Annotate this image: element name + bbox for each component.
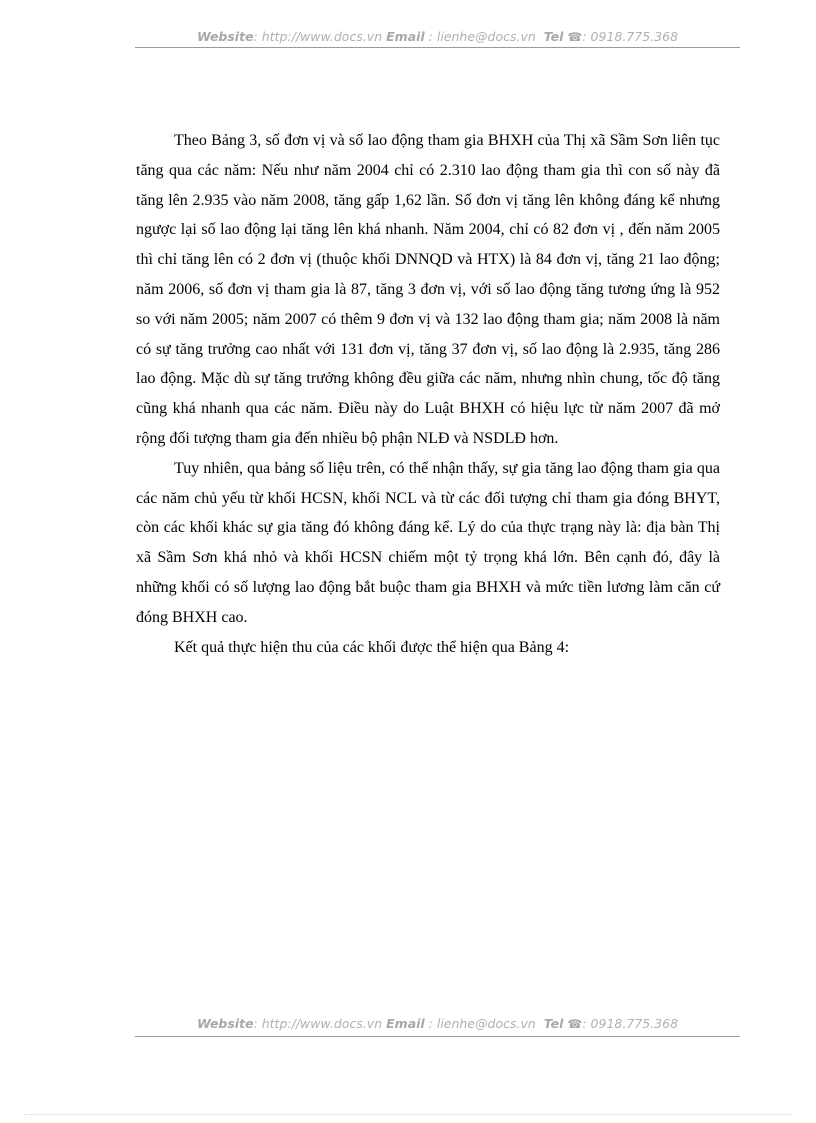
phone-icon: ☎ (567, 1017, 583, 1031)
footer-website-label: Website (196, 1016, 254, 1031)
document-body (136, 126, 720, 662)
header-tel-label: Tel (543, 29, 564, 44)
footer-tel-number: : 0918.775.368 (582, 1016, 679, 1031)
footer-email-label: Email (386, 1016, 425, 1031)
footer-email-address[interactable]: : lienhe@docs.vn (424, 1016, 536, 1031)
header-website-label: Website (196, 29, 254, 44)
footer-tel-label: Tel (543, 1016, 564, 1031)
page-bottom-dotted-line (24, 1114, 792, 1115)
header-banner (135, 29, 740, 45)
footer-banner (135, 1016, 740, 1032)
header-divider (135, 47, 740, 48)
paragraph-1: Theo Bảng 3, số đơn vị và số lao động tham gia BHXH của Thị xã Sầm Sơn liên tục tăng qua các năm: Nếu như năm 2004 chỉ có 2.310 lao động tham gia thì con số này đã tăng lên 2.935 vào năm 2008, tăng gấp 1,62 lần. Số đơn vị tăng lên không đáng kể nhưng ngược lại số lao động lại tăng lên khá nhanh. Năm 2004, chỉ có 82 đơn vị , đến năm 2005 thì chỉ tăng lên có 2 đơn vị (thuộc khối DNNQD và HTX) là 84 đơn vị, tăng 21 lao động; năm 2006, số đơn vị tham gia là 87, tăng 3 đơn vị, với số lao động tăng tương ứng là 952 so với năm 2005; năm 2007 có thêm 9 đơn vị và 132 lao động tham gia; năm 2008 là năm có sự tăng trưởng cao nhất với 131 đơn vị, tăng 37 đơn vị, số lao động là 2.935, tăng 286 lao động. Mặc dù sự tăng trưởng không đều giữa các năm, nhưng nhìn chung, tốc độ tăng cũng khá nhanh qua các năm. Điều này do Luật BHXH có hiệu lực từ năm 2007 đã mở rộng đối tượng tham gia đến nhiều bộ phận NLĐ và NSDLĐ hơn. (136, 132, 720, 447)
paragraph-2: Tuy nhiên, qua bảng số liệu trên, có thể nhận thấy, sự gia tăng lao động tham gia qua các năm chủ yếu từ khối HCSN, khối NCL và từ các đối tượng chỉ tham gia đóng BHYT, còn các khối khác sự gia tăng đó không đáng kể. Lý do của thực trạng này là: địa bàn Thị xã Sầm Sơn khá nhỏ và khối HCSN chiếm một tỷ trọng khá lớn. Bên cạnh đó, đây là những khối có số lượng lao động bắt buộc tham gia BHXH và mức tiền lương làm căn cứ đóng BHXH cao. (136, 459, 720, 626)
header-email-label: Email (386, 29, 425, 44)
header-website-url[interactable]: : http://www.docs.vn (253, 29, 383, 44)
phone-icon: ☎ (567, 30, 583, 44)
footer-divider (135, 1036, 740, 1037)
header-email-address[interactable]: : lienhe@docs.vn (424, 29, 536, 44)
footer-website-url[interactable]: : http://www.docs.vn (253, 1016, 383, 1031)
header-tel-number: : 0918.775.368 (582, 29, 679, 44)
paragraph-3: Kết quả thực hiện thu của các khối được thể hiện qua Bảng 4: (174, 638, 570, 656)
